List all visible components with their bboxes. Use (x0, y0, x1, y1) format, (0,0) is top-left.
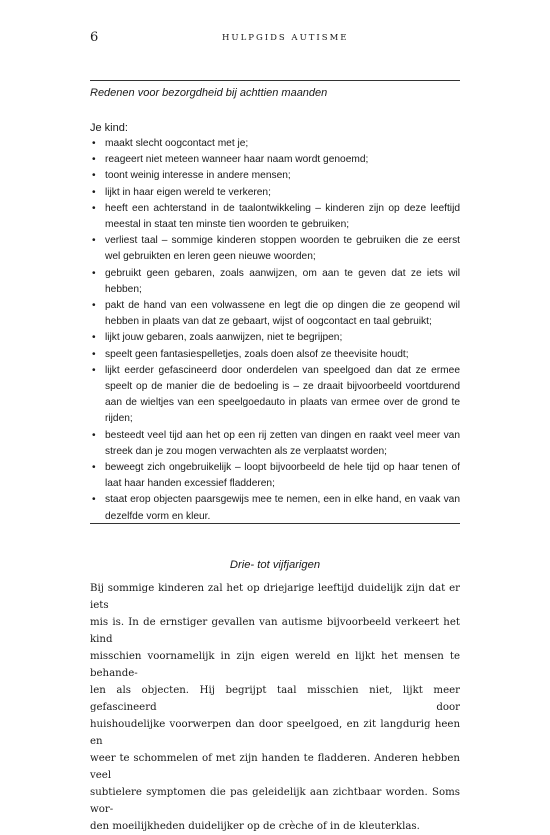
paragraph-line: huishoudelijke voorwerpen dan door speelgoed, en zit langdurig heen en (90, 719, 460, 747)
box-title: Redenen voor bezorgdheid bij achttien maanden (90, 87, 328, 99)
list-item (90, 460, 460, 492)
list-item (90, 168, 460, 184)
list-item (90, 152, 460, 168)
list-item-text: toont weinig interesse in andere mensen; (105, 170, 291, 182)
bullet-icon: • (92, 138, 96, 149)
bullet-icon: • (92, 462, 96, 474)
list-item-text: heeft een achterstand in de taalontwikkeling – kinderen zijn op deze leeftijd meestal in staat ten minste tien woorden te gebruiken; (105, 202, 460, 231)
bullet-icon: • (92, 154, 96, 166)
box-bottom-rule (90, 523, 460, 524)
list-item-text: gebruikt geen gebaren, zoals aanwijzen, om aan te geven dat ze iets wil hebben; (105, 267, 460, 295)
bullet-icon: • (92, 267, 96, 279)
list-item (90, 492, 460, 524)
list-item-text: maakt slecht oogcontact met je; (105, 138, 249, 149)
bullet-icon: • (92, 235, 96, 247)
list-item-text: reageert niet meteen wanneer haar naam wordt genoemd; (105, 154, 369, 166)
body-paragraph (90, 580, 460, 835)
paragraph-line: mis is. In de ernstiger gevallen van autisme bijvoorbeeld verkeert het kind (90, 617, 460, 645)
list-item-text: beweegt zich ongebruikelijk – loopt bijvoorbeeld de hele tijd op haar tenen of laat haar handen excessief fladderen; (105, 462, 460, 490)
list-item (90, 201, 460, 233)
list-item (90, 185, 460, 201)
paragraph-line: weer te schommelen of met zijn handen te fladderen. Anderen hebben veel (90, 753, 460, 781)
list-item (90, 298, 460, 330)
running-head: HULPGIDS AUTISME (222, 33, 349, 43)
list-item (90, 363, 460, 428)
list-item (90, 347, 460, 363)
box-top-rule (90, 80, 460, 81)
paragraph-line: den moeilijkheden duidelijker op de crèche of in de kleuterklas. (90, 821, 420, 832)
list-item (90, 428, 460, 460)
list-item-text: staat erop objecten paarsgewijs mee te nemen, een in elke hand, en vaak van dezelfde vorm en kleur. (105, 494, 460, 522)
bullet-icon: • (92, 348, 96, 360)
bullet-icon: • (92, 300, 96, 312)
bullet-icon: • (92, 364, 96, 376)
paragraph-line: Bij sommige kinderen zal het op driejarige leeftijd duidelijk zijn dat er iets (90, 583, 460, 611)
list-item-text: besteedt veel tijd aan het op een rij zetten van dingen en raakt veel meer van streek dan je zou mogen verwachten als ze verplaatst worden; (105, 429, 460, 457)
list-item-text: verliest taal – sommige kinderen stoppen woorden te gebruiken die ze eerst wel gebruikten en leren geen nieuwe woorden; (105, 235, 460, 263)
list-item (90, 330, 460, 346)
bullet-icon: • (92, 494, 96, 506)
paragraph-line: misschien voornamelijk in zijn eigen wereld en lijkt het mensen te behande- (90, 651, 460, 679)
bullet-icon: • (92, 202, 96, 214)
list-item (90, 233, 460, 265)
box-intro: Je kind: (90, 122, 128, 134)
list-item-text: speelt geen fantasiespelletjes, zoals doen alsof ze theevisite houdt; (105, 348, 409, 360)
paragraph-line: subtielere symptomen die pas geleidelijk aan zichtbaar worden. Soms wor- (90, 787, 460, 815)
list-item-text: lijkt in haar eigen wereld te verkeren; (105, 186, 271, 198)
page-number: 6 (90, 30, 99, 45)
bullet-icon: • (92, 332, 96, 344)
concern-list (90, 136, 460, 525)
section-heading: Drie- tot vijfjarigen (229, 559, 321, 571)
paragraph-line: len als objecten. Hij begrijpt taal misschien niet, lijkt meer gefascineerd door (90, 685, 460, 713)
bullet-icon: • (92, 186, 96, 198)
bullet-icon: • (92, 170, 96, 182)
bullet-icon: • (92, 429, 96, 441)
list-item-text: lijkt eerder gefascineerd door onderdelen van speelgoed dan dat ze ermee speelt op de manier die de bedoeling is – ze draait bijvoorbeeld voortdurend aan de wieltjes van een speelgoedauto in plaats van ermee over de grond te rijden; (105, 364, 460, 425)
list-item (90, 266, 460, 298)
list-item (90, 136, 460, 152)
list-item-text: lijkt jouw gebaren, zoals aanwijzen, niet te begrijpen; (105, 332, 343, 344)
list-item-text: pakt de hand van een volwassene en legt die op dingen die ze geopend wil hebben in plaats van dat ze gebaart, wijst of oogcontact en taal gebruikt; (105, 300, 460, 328)
